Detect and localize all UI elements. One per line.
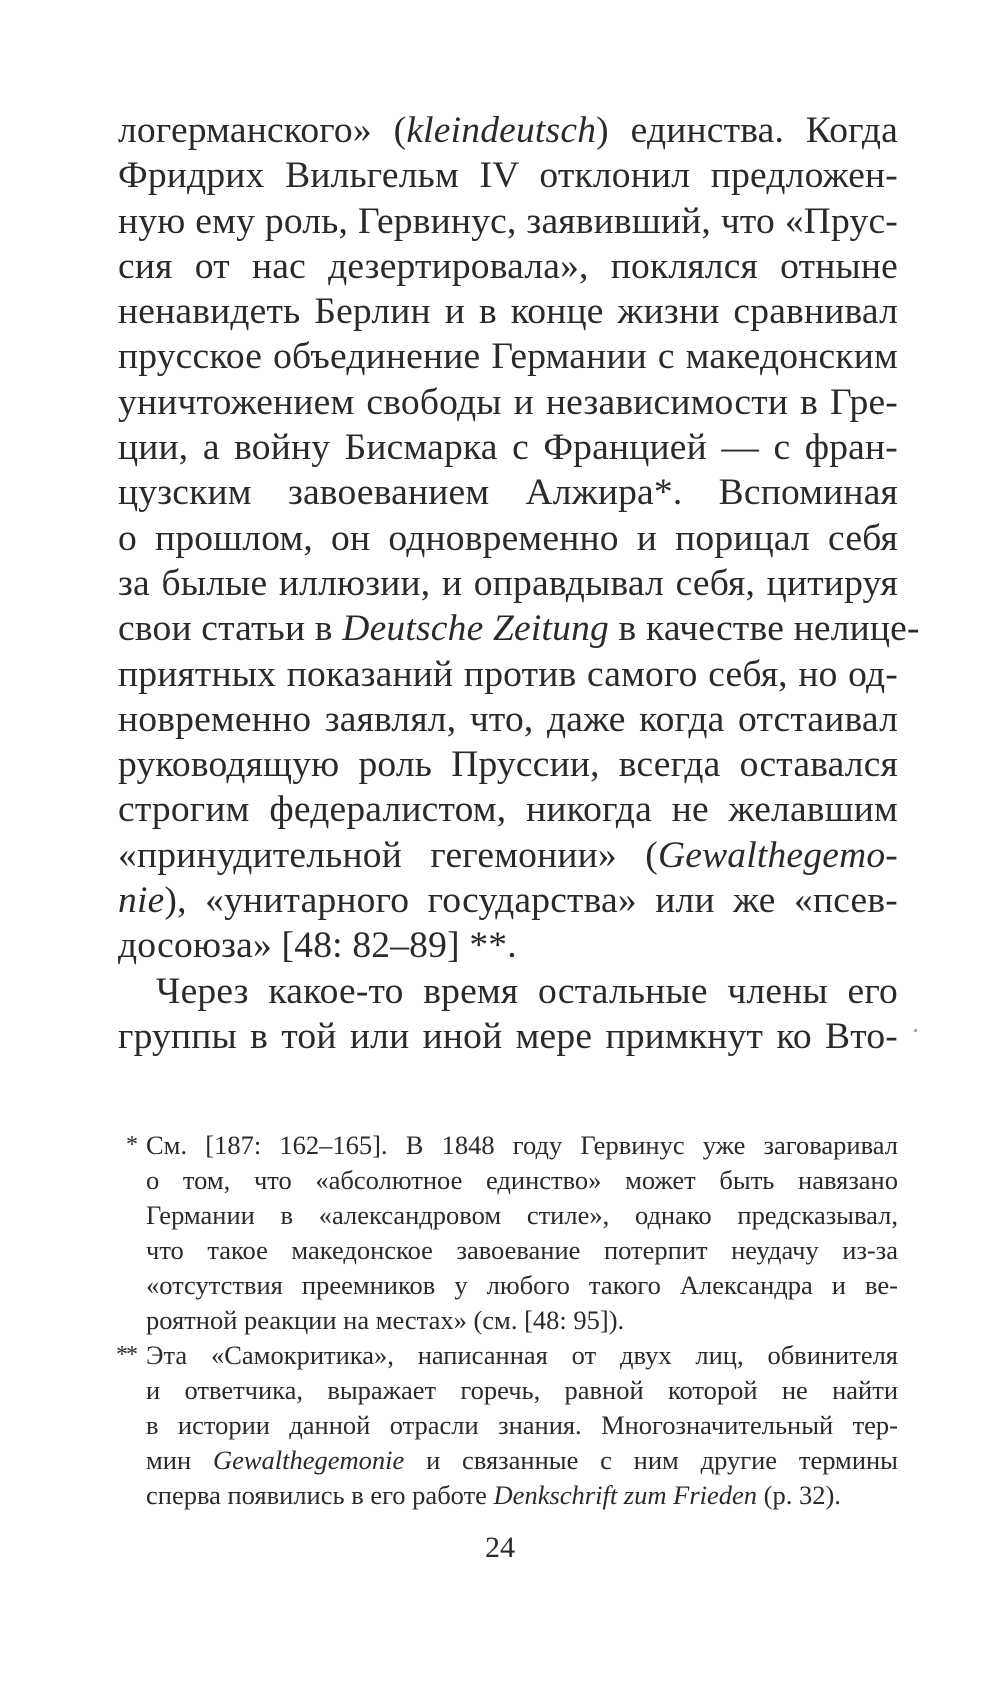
italic-title: Denkschrift zum Frieden [493,1480,758,1510]
italic-term: Gewalthegemonie [212,1445,405,1475]
text-line: за былые иллюзии, и оправдывал себя, цитируя [118,562,898,604]
footnote [118,1338,898,1513]
text-run: в качестве нелице- [608,608,920,650]
paragraph-2 [118,969,898,1060]
text-run: ), «унитарного государства» или же «псев- [164,880,898,922]
footnote-mark: * [126,1132,136,1158]
italic-term: kleindeutsch [406,110,597,151]
footnote-line: См. [187: 162–165]. В 1848 году Гервинус уже заговаривал [146,1130,898,1160]
text-run: ) единства. Когда [596,110,898,151]
text-line: приятных показаний против самого себя, но од- [118,653,898,695]
text-line [118,833,898,878]
text-line: новременно заявлял, что, даже когда отстаивал [118,698,898,740]
text-line [118,606,920,651]
footnote-line: «отсутствия преемников у любого такого Александра и ве- [146,1270,898,1300]
text-line: о прошлом, он одновременно и порицал себя [118,517,898,559]
footnote-line: о том, что «абсолютное единство» может быть навязано [146,1165,898,1195]
text-line: цузским завоеванием Алжира*. Вспоминая [118,472,898,514]
main-text [118,108,920,1059]
italic-term: Gewalthegemo- [657,834,898,876]
italic-title: Deutsche Zeitung [342,608,609,650]
text-line: сия от нас дезертировала», поклялся отныне [118,245,898,287]
text-run: сперва появились в его работе [146,1480,494,1510]
text-line: руководящую роль Пруссии, всегда оставался [118,744,898,786]
text-line: ную ему роль, Гервинус, заявивший, что «Прус- [118,200,898,242]
italic-term: nie [118,880,165,922]
footnote-line [140,1478,898,1513]
text-line [118,878,898,923]
text-line: группы в той или иной мере примкнут ко Вто- [118,1015,898,1057]
text-run: свои статьи в [118,608,343,650]
footnote-line: роятной реакции на местах» (см. [48: 95]). [146,1305,625,1335]
footnote-line: Эта «Самокритика», написанная от двух лиц, обвинителя [146,1340,898,1370]
text-run: мин [146,1445,213,1475]
print-speck [914,1029,917,1032]
text-run: и связанные с ним другие термины [404,1445,898,1475]
footnote-line: Германии в «александровом стиле», однако предсказывал, [146,1200,898,1230]
text-run: логерманского» ( [118,110,407,151]
footnote-line: в истории данной отрасли знания. Многозначительный тер- [146,1410,898,1440]
text-line: ции, а войну Бисмарка с Францией — с фран- [118,427,898,469]
footnote-mark: ** [116,1342,136,1368]
text-line [118,108,898,153]
footnote-line: что такое македонское завоевание потерпит неудачу из-за [146,1235,898,1265]
text-line: строгим федералистом, никогда не желавшим [118,789,898,831]
text-line: уничтожением свободы и независимости в Гре- [118,381,898,423]
text-run: «принудительной гегемонии» ( [118,834,658,876]
paragraph-1 [118,108,920,969]
text-line: Через какое-то время остальные члены его [156,970,898,1012]
page-number: 24 [485,1531,515,1564]
text-line: Фридрих Вильгельм IV отклонил предложен- [118,155,898,197]
footnote-line: и ответчика, выражает горечь, равной которой не найти [146,1375,898,1405]
text-line: ненавидеть Берлин и в конце жизни сравнивал [118,291,898,333]
text-line: досоюза» [48: 82–89] **. [118,925,517,967]
footnote [118,1128,898,1338]
footnote-line [140,1443,898,1478]
footnotes [118,1128,898,1513]
text-line: прусское объединение Германии с македонским [118,336,898,378]
text-run: (p. 32). [757,1480,841,1510]
